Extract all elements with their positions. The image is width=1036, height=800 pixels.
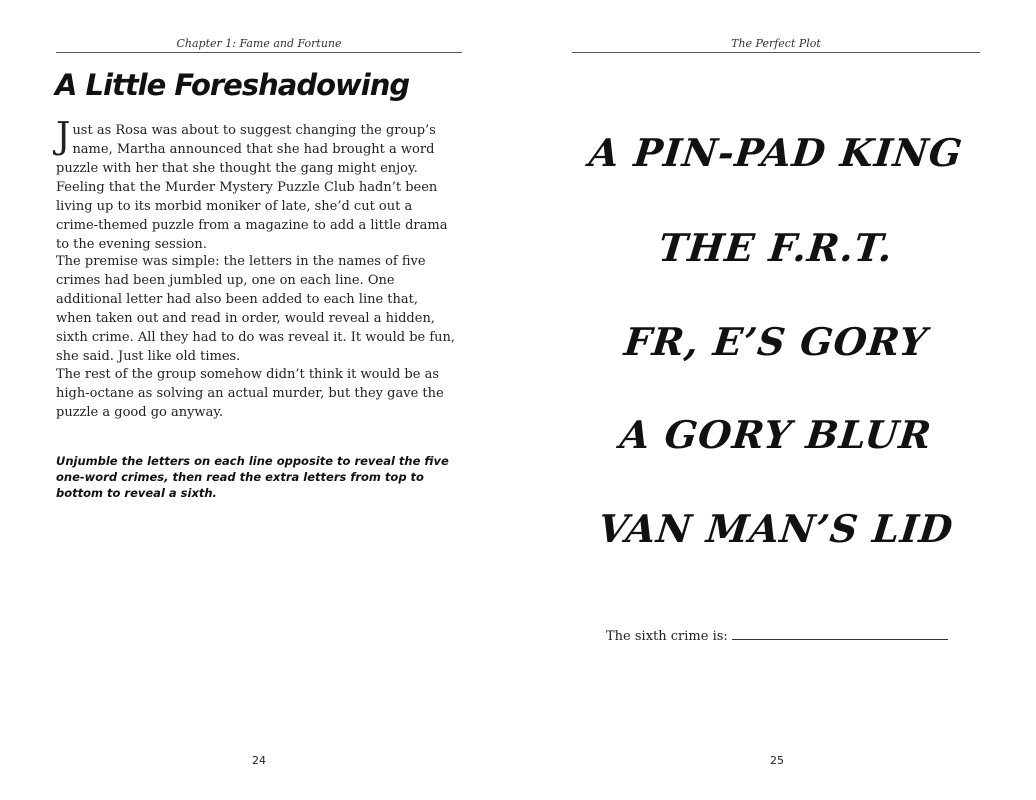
puzzle-line: A PIN-PAD KING	[587, 130, 965, 175]
puzzle-line: A GORY BLUR	[617, 412, 935, 457]
paragraph-reaction: The rest of the group somehow didn’t think it would be as high-octane as solving an actual murder, but they gave the puzzle a good go anyway.	[56, 367, 444, 420]
page-number-right: 25	[770, 754, 784, 767]
answer-blank[interactable]	[732, 627, 948, 640]
puzzle-line: FR, E’S GORY	[622, 319, 930, 364]
right-page	[518, 0, 1036, 800]
right-running-head: The Perfect Plot	[572, 37, 980, 53]
paragraph-premise: The premise was simple: the letters in the names of five crimes had been jumbled up, one on each line. One additional letter had also been added to each line that, when taken out and read in order, would reveal a hidden, sixth crime. All they had to do was reveal it. It would be fun, she said. Just like old times.	[56, 254, 456, 364]
left-running-head: Chapter 1: Fame and Fortune	[56, 37, 462, 53]
chapter-title: A Little Foreshadowing	[55, 68, 410, 102]
puzzle-instructions: Unjumble the letters on each line opposite to reveal the five one-word crimes, then read the extra letters from top to bottom to reveal a sixth.	[56, 454, 449, 500]
drop-cap: J	[56, 116, 71, 157]
page-number-left: 24	[252, 754, 266, 767]
paragraph-intro	[56, 116, 456, 254]
answer-label: The sixth crime is:	[606, 629, 728, 644]
paragraph-intro-text: ust as Rosa was about to suggest changing the group’s name, Martha announced that she had brought a word puzzle with her that she thought the gang might enjoy. Feeling that the Murder Mystery Puzzle Club hadn’t been living up to its morbid moniker of late, she’d cut out a crime-themed puzzle from a magazine to add a little drama to the evening session.	[56, 123, 448, 252]
puzzle-line: THE F.R.T.	[656, 225, 896, 270]
puzzle-line: VAN MAN’S LID	[596, 506, 956, 551]
answer-row	[606, 627, 948, 644]
